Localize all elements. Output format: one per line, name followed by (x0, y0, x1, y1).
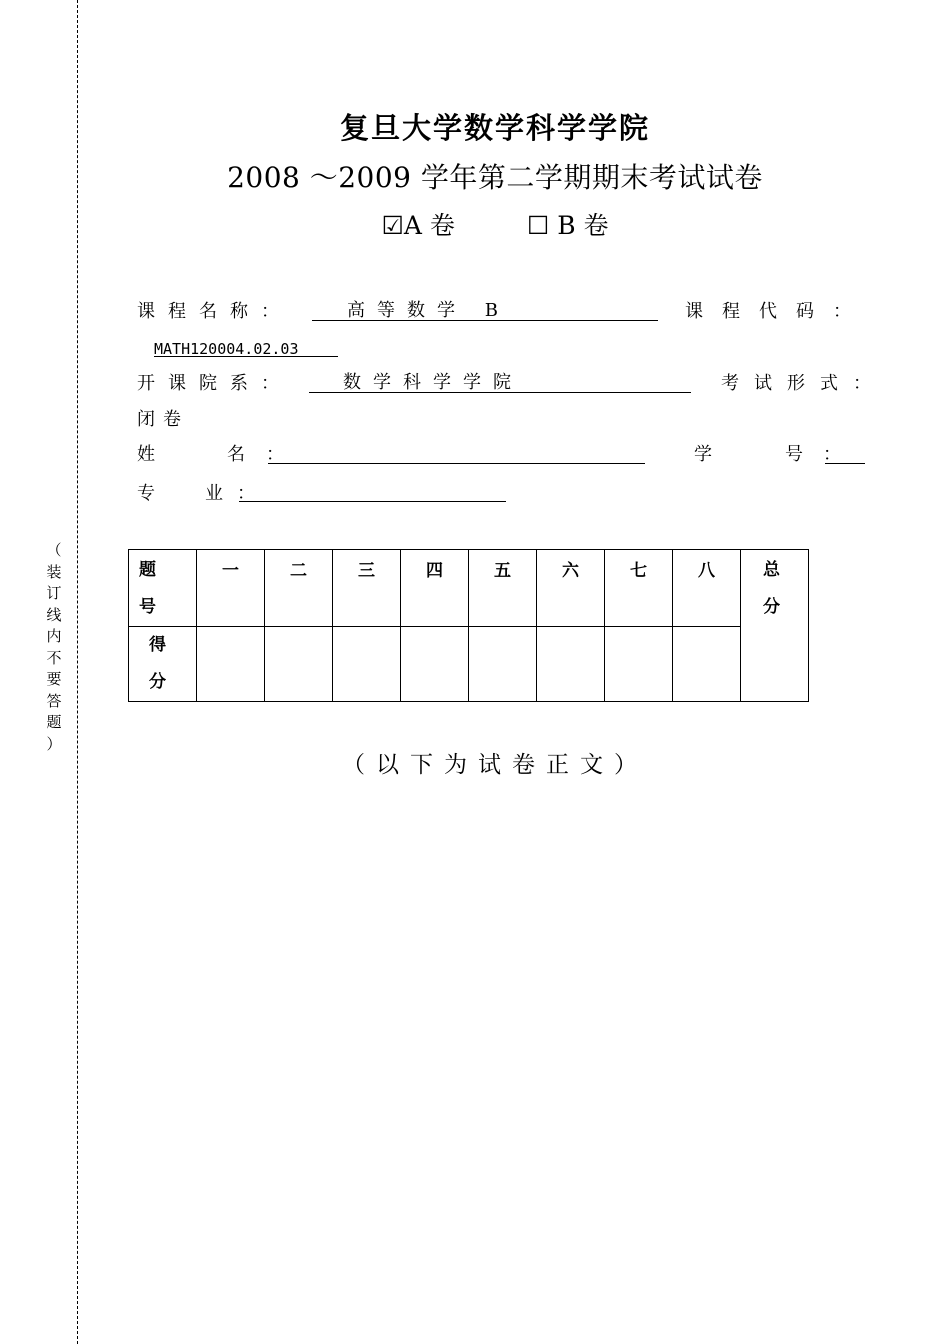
paper-type (0, 206, 950, 242)
question-cell: 六 (537, 550, 605, 627)
binding-char: （ (46, 541, 62, 559)
binding-char: 线 (46, 605, 62, 624)
score-cell[interactable] (673, 627, 741, 702)
score-table (128, 549, 809, 702)
binding-char: 答 (46, 691, 62, 710)
name-input-line[interactable] (268, 463, 645, 464)
exam-format-label: 考试形式： (721, 373, 886, 394)
question-cell: 八 (673, 550, 741, 627)
course-name-value: 高等数学 B (347, 300, 510, 321)
course-code-value: MATH120004.02.03 (154, 340, 299, 358)
score-row-header (129, 627, 197, 702)
question-number-row (129, 550, 809, 627)
binding-dashed-line (77, 0, 78, 1344)
header-char: 分 (149, 672, 166, 692)
name-colon: ： (266, 444, 284, 465)
question-cell: 四 (401, 550, 469, 627)
major-colon: ： (237, 483, 255, 504)
score-cell[interactable] (333, 627, 401, 702)
binding-char: 不 (46, 648, 62, 667)
name-label-char-2: 名 (227, 444, 245, 465)
header-char: 号 (139, 597, 156, 617)
score-cell[interactable] (537, 627, 605, 702)
course-name-label: 课程名称： (137, 301, 292, 322)
score-cell[interactable] (401, 627, 469, 702)
student-id-label-char-1: 学 (694, 444, 712, 465)
score-cell[interactable] (265, 627, 333, 702)
major-label-char-1: 专 (137, 483, 155, 504)
question-cell: 一 (197, 550, 265, 627)
binding-char: 内 (46, 627, 62, 645)
course-code-label: 课程代码： (685, 301, 870, 322)
department-label: 开课院系： (137, 373, 292, 394)
major-input-line[interactable] (239, 501, 506, 502)
score-cell[interactable] (197, 627, 265, 702)
header-char: 题 (139, 560, 156, 580)
question-cell: 三 (333, 550, 401, 627)
department-value: 数学科学学院 (343, 372, 523, 393)
major-label-char-2: 业 (205, 483, 223, 504)
student-id-colon: ： (823, 444, 841, 465)
student-id-input-line[interactable] (825, 463, 865, 464)
score-cell[interactable] (605, 627, 673, 702)
student-id-label-char-2: 号 (785, 444, 803, 465)
school-title: 复旦大学数学科学学院 (339, 111, 650, 145)
paper-a-option: ☑A 卷 (381, 211, 455, 240)
exam-title: 2008 ～2009 学年第二学期期末考试试卷 (227, 161, 763, 194)
binding-char: 装 (46, 562, 62, 581)
question-cell: 七 (605, 550, 673, 627)
name-label-char-1: 姓 (137, 444, 155, 465)
question-cell: 五 (469, 550, 537, 627)
exam-format-value: 闭卷 (137, 409, 189, 430)
question-number-header (129, 550, 197, 627)
score-cell[interactable] (469, 627, 537, 702)
binding-note (44, 540, 64, 755)
binding-char: 订 (46, 584, 62, 602)
total-char: 分 (763, 597, 780, 617)
binding-char: 要 (46, 670, 62, 688)
score-row (129, 627, 809, 702)
question-cell: 二 (265, 550, 333, 627)
total-char: 总 (763, 560, 780, 580)
body-text-note: （以下为试卷正文） (342, 752, 648, 778)
paper-b-option: ☐ B 卷 (526, 211, 609, 240)
header-char: 得 (149, 635, 166, 655)
binding-char: ） (46, 734, 62, 753)
binding-char: 题 (46, 713, 62, 731)
total-score-cell (741, 550, 809, 702)
